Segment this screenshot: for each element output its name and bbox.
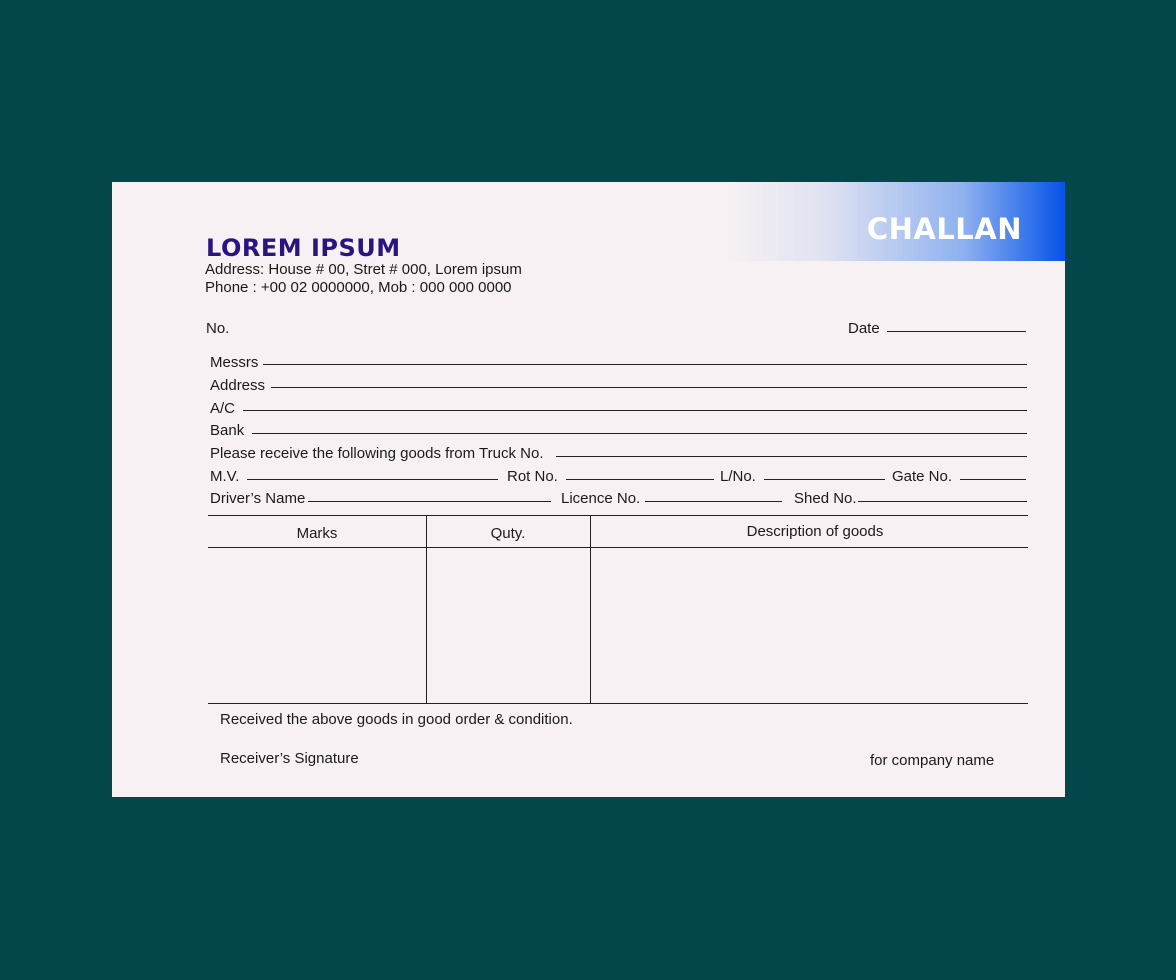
company-signature-label: for company name <box>870 752 995 769</box>
table-bottom-border <box>208 703 1028 704</box>
driver-label: Driver’s Name <box>210 490 306 507</box>
messrs-line[interactable] <box>263 364 1027 365</box>
address-label: Address <box>210 377 266 394</box>
no-label: No. <box>206 320 230 337</box>
messrs-label: Messrs <box>210 354 259 371</box>
date-line[interactable] <box>887 331 1026 332</box>
lno-label: L/No. <box>720 468 756 485</box>
rot-label: Rot No. <box>507 468 558 485</box>
shed-line[interactable] <box>858 501 1027 502</box>
table-header-border <box>208 547 1028 548</box>
company-name: LOREM IPSUM <box>206 234 401 262</box>
challan-banner <box>725 182 1065 261</box>
company-address: Address: House # 00, Stret # 000, Lorem ipsum <box>205 261 522 278</box>
bank-label: Bank <box>210 422 245 439</box>
table-divider-1 <box>426 515 427 704</box>
table-header-qty: Quty. <box>490 525 526 542</box>
company-phone: Phone : +00 02 0000000, Mob : 000 000 0000 <box>205 279 512 296</box>
address-line[interactable] <box>271 387 1027 388</box>
ac-line[interactable] <box>243 410 1027 411</box>
table-header-description: Description of goods <box>746 523 884 540</box>
date-label: Date <box>848 320 880 337</box>
qty-cell[interactable] <box>428 549 589 702</box>
truck-label: Please receive the following goods from Truck No. <box>210 445 544 462</box>
table-top-border <box>208 515 1028 516</box>
mv-line[interactable] <box>247 479 498 480</box>
table-divider-2 <box>590 515 591 704</box>
mv-label: M.V. <box>210 468 240 485</box>
driver-line[interactable] <box>308 501 551 502</box>
receiver-signature-label: Receiver’s Signature <box>220 750 359 767</box>
marks-cell[interactable] <box>208 549 425 702</box>
lno-line[interactable] <box>764 479 885 480</box>
description-cell[interactable] <box>592 549 1027 702</box>
licence-label: Licence No. <box>561 490 641 507</box>
truck-line[interactable] <box>556 456 1027 457</box>
table-header-marks: Marks <box>296 525 338 542</box>
gate-line[interactable] <box>960 479 1026 480</box>
ac-label: A/C <box>210 400 236 417</box>
received-statement: Received the above goods in good order & condition. <box>220 711 573 728</box>
shed-label: Shed No. <box>794 490 857 507</box>
challan-form <box>112 182 1065 797</box>
licence-line[interactable] <box>645 501 782 502</box>
bank-line[interactable] <box>252 433 1027 434</box>
gate-label: Gate No. <box>892 468 953 485</box>
banner-title: CHALLAN <box>866 212 1022 246</box>
rot-line[interactable] <box>566 479 714 480</box>
